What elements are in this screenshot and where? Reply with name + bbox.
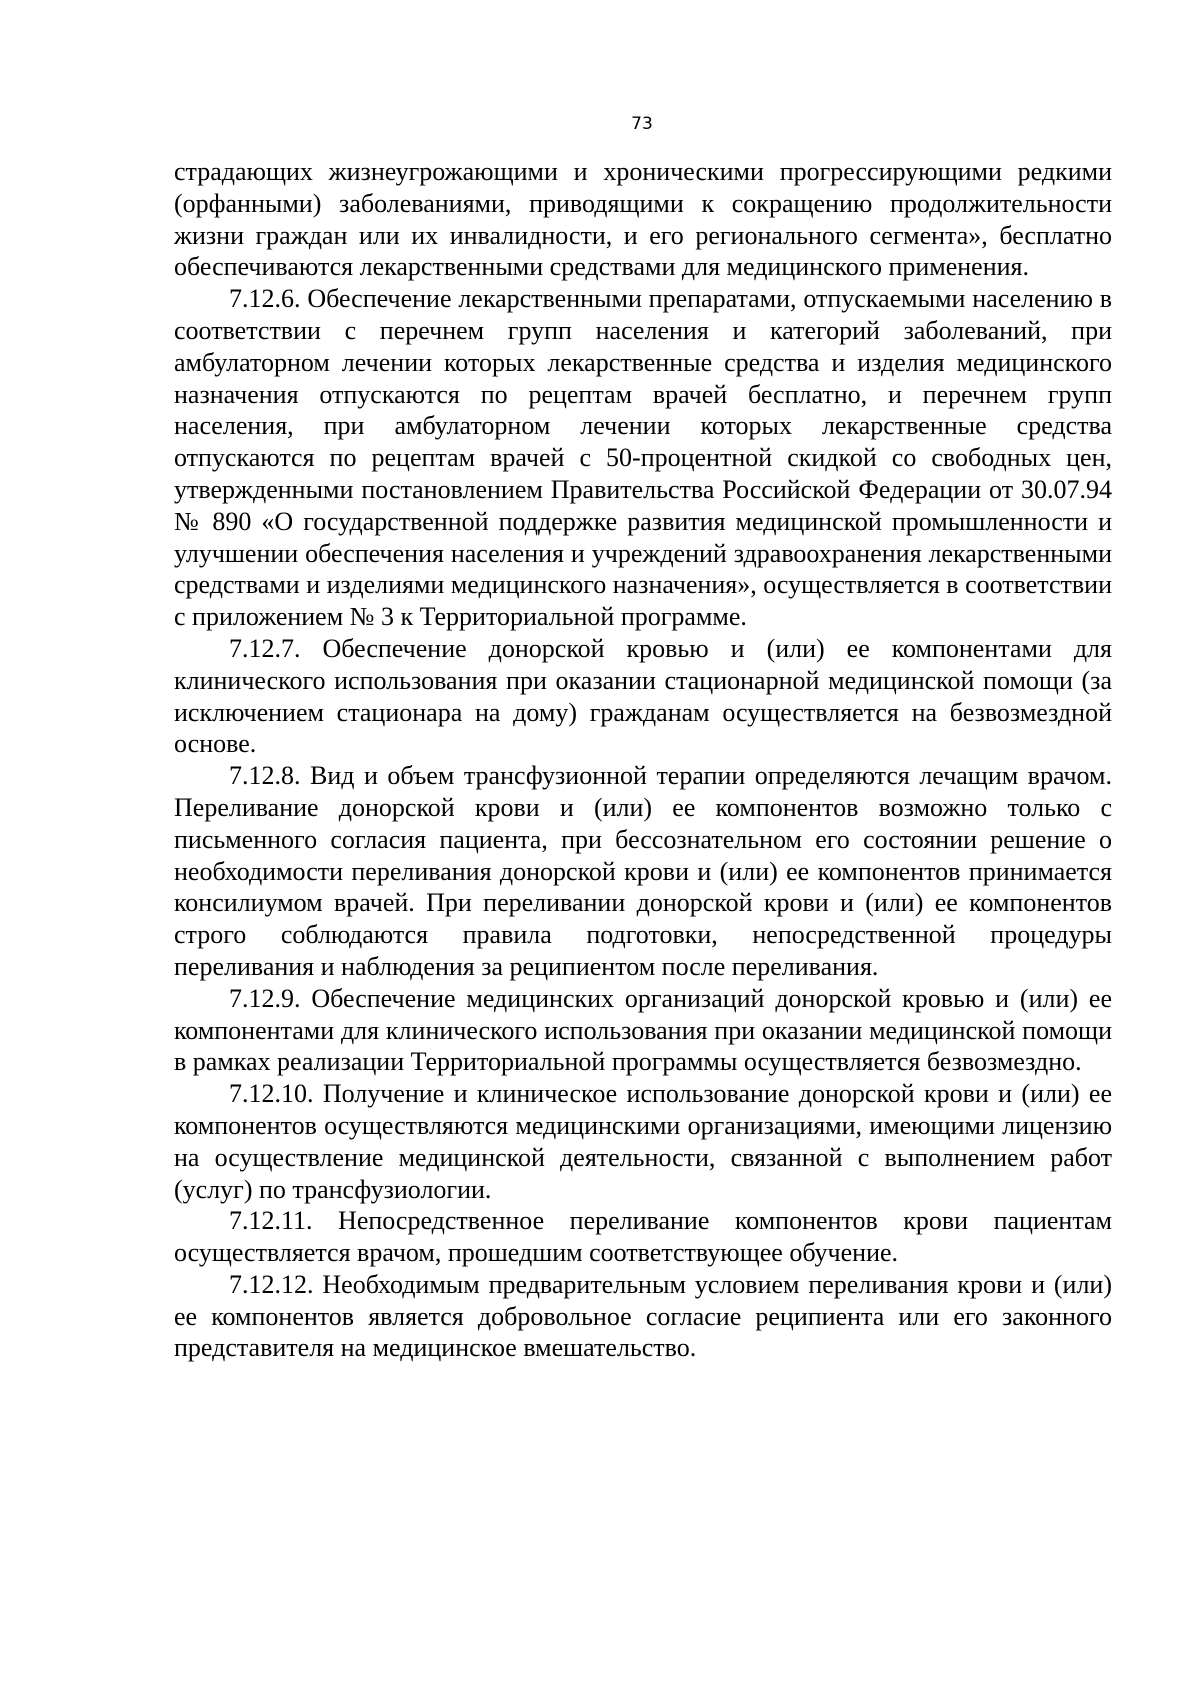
paragraph-7-12-12: 7.12.12. Необходимым предварительным условием переливания крови и (или) ее компонентов является добровольное согласие реципиента или его законного представителя на медицинское вмешательство. (174, 1269, 1112, 1363)
paragraph-7-12-9: 7.12.9. Обеспечение медицинских организаций донорской кровью и (или) ее компонентами для клинического использования при оказании медицинской помощи в рамках реализации Территориальной программы осуществляется безвозмездно. (174, 983, 1112, 1077)
paragraph-7-12-7: 7.12.7. Обеспечение донорской кровью и (или) ее компонентами для клинического использования при оказании стационарной медицинской помощи (за исключением стационара на дому) гражданам осуществляется на безвозмездной основе. (174, 633, 1112, 759)
paragraph-7-12-8: 7.12.8. Вид и объем трансфузионной терапии определяются лечащим врачом. Переливание донорской крови и (или) ее компонентов возможно только с письменного согласия пациента, при бессознательном его состоянии решение о необходимости переливания донорской крови и (или) ее компонентов принимается консилиумом врачей. При переливании донорской крови и (или) ее компонентов строго соблюдаются правила подготовки, непосредственной процедуры переливания и наблюдения за реципиентом после переливания. (174, 761, 1112, 981)
paragraph-7-12-10: 7.12.10. Получение и клиническое использование донорской крови и (или) ее компонентов осуществляются медицинскими организациями, имеющими лицензию на осуществление медицинской деятельности, связанной с выполнением работ (услуг) по трансфузиологии. (174, 1079, 1112, 1204)
paragraph-7-12-11: 7.12.11. Непосредственное переливание компонентов крови пациентам осуществляется врачом, прошедшим соответствующее обучение. (174, 1206, 1112, 1268)
paragraph-continuation: страдающих жизнеугрожающими и хроническими прогрессирующими редкими (орфанными) заболеваниями, приводящими к сокращению продолжительности жизни граждан или их инвалидности, и его регионального сегмента», бесплатно обеспечиваются лекарственными средствами для медицинского применения. (174, 157, 1112, 282)
document-body (174, 156, 1112, 1364)
page-number: 73 (631, 114, 653, 134)
paragraph-7-12-6: 7.12.6. Обеспечение лекарственными препаратами, отпускаемыми населению в соответствии с перечнем групп населения и категорий заболеваний, при амбулаторном лечении которых лекарственные средства и изделия медицинского назначения отпускаются по рецептам врачей бесплатно, и перечнем групп населения, при амбулаторном лечении которых лекарственные средства отпускаются по рецептам врачей с 50-процентной скидкой со свободных цен, утвержденными постановлением Правительства Российской Федерации от 30.07.94 № 890 «О государственной поддержке развития медицинской промышленности и улучшении обеспечения населения и учреждений здравоохранения лекарственными средствами и изделиями медицинского назначения», осуществляется в соответствии с приложением № 3 к Территориальной программе. (174, 284, 1112, 632)
